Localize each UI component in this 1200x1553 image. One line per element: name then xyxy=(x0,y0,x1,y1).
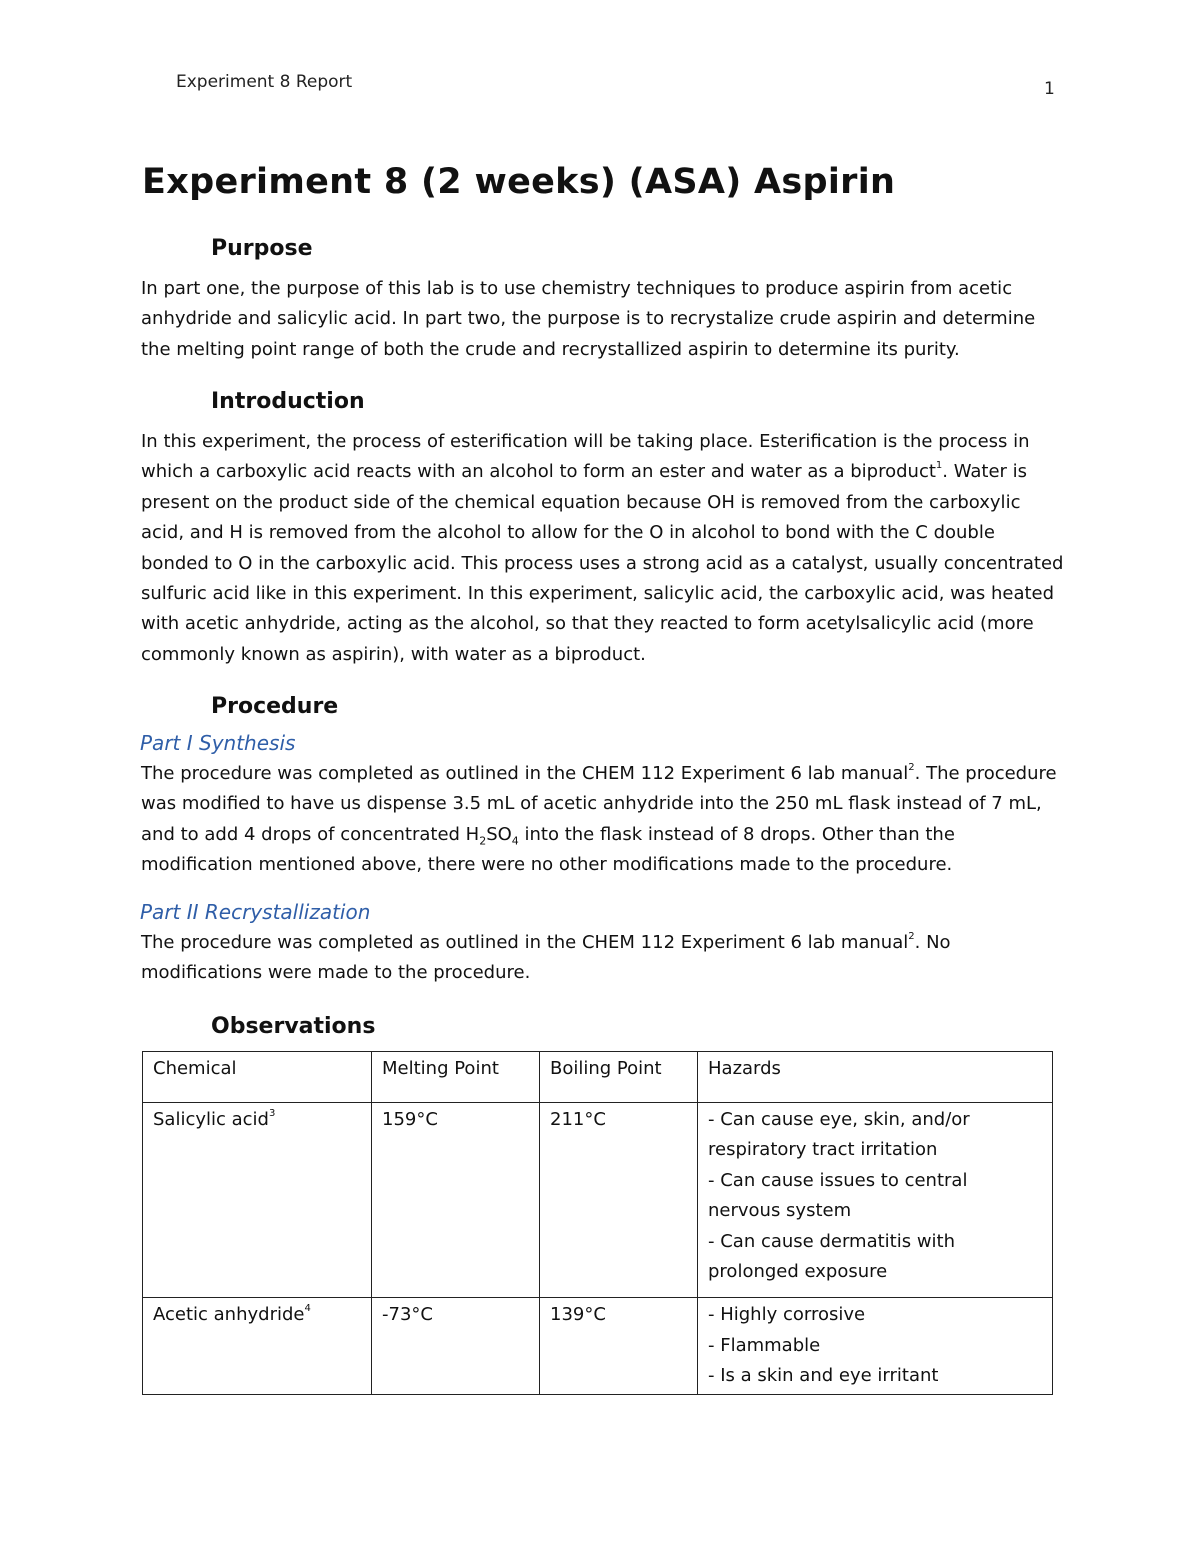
introduction-text-b: . Water is present on the product side of the chemical equation because OH is removed from the carboxylic acid, and H is removed from the alcohol to allow for the O in alcohol to bond with the C double bonded to O in the carboxylic acid. This process uses a strong acid as a catalyst, usually concentrated sulfuric acid like in this experiment. In this experiment, salicylic acid, the carboxylic acid, was heated with acetic anhydride, acting as the alcohol, so that they reacted to form acetylsalicylic acid (more commonly known as aspirin), with water as a biproduct. xyxy=(141,461,1064,665)
hazard-item: - Flammable xyxy=(708,1334,821,1356)
part1-text-c: SO xyxy=(486,823,512,845)
purpose-heading: Purpose xyxy=(211,236,313,261)
hazards-cell xyxy=(698,1298,1053,1394)
hazard-item: - Can cause dermatitis with prolonged exposure xyxy=(708,1230,956,1283)
part1-text xyxy=(141,759,1066,881)
part1-heading: Part I Synthesis xyxy=(140,731,296,755)
introduction-heading: Introduction xyxy=(211,389,365,414)
part2-text-b: . No modifications were made to the procedure. xyxy=(141,932,951,984)
reference-3: 3 xyxy=(268,1108,276,1119)
chemical-name: Acetic anhydride xyxy=(153,1304,305,1326)
part1-text-a: The procedure was completed as outlined in the CHEM 112 Experiment 6 lab manual xyxy=(141,763,909,784)
chemical-name: Salicylic acid xyxy=(153,1109,269,1130)
running-title: Experiment 8 Report xyxy=(176,72,353,92)
page-number: 1 xyxy=(1044,79,1055,99)
column-header-chemical: Chemical xyxy=(143,1052,372,1103)
introduction-text-a: In this experiment, the process of esterification will be taking place. Esterification is the process in which a carboxylic acid reacts with an alcohol to form an ester and water as a biproduct xyxy=(141,431,1030,483)
hazard-item: - Can cause eye, skin, and/or respiratory tract irritation xyxy=(708,1109,970,1161)
table-row xyxy=(143,1298,1053,1394)
chemical-cell xyxy=(143,1103,372,1298)
hazard-item: - Highly corrosive xyxy=(708,1304,866,1326)
column-header-hazards: Hazards xyxy=(698,1052,1053,1103)
hazard-item: - Is a skin and eye irritant xyxy=(708,1365,939,1387)
column-header-melting-point: Melting Point xyxy=(372,1052,540,1103)
hazard-item: - Can cause issues to central nervous system xyxy=(708,1169,968,1222)
subscript-2: 2 xyxy=(479,834,487,848)
procedure-heading: Procedure xyxy=(211,694,339,719)
boiling-point-cell: 139°C xyxy=(540,1298,698,1394)
part2-heading: Part II Recrystallization xyxy=(140,900,371,924)
reference-4: 4 xyxy=(304,1303,311,1315)
column-header-boiling-point: Boiling Point xyxy=(540,1052,698,1103)
table-row xyxy=(143,1103,1053,1298)
reference-2: 2 xyxy=(908,762,915,773)
part1-text-d: into the flask instead of 8 drops. Other than the modification mentioned above, there were no other modifications made to the procedure. xyxy=(141,823,955,876)
part1-text-b: . The procedure was modified to have us dispense 3.5 mL of acetic anhydride into the 250 mL flask instead of 7 mL, and to add 4 drops of concentrated H xyxy=(141,763,1057,845)
observations-heading: Observations xyxy=(211,1014,376,1039)
reference-1: 1 xyxy=(935,460,943,472)
observations-table xyxy=(142,1051,1053,1395)
chemical-cell xyxy=(143,1298,372,1394)
introduction-text xyxy=(141,427,1066,670)
purpose-text: In part one, the purpose of this lab is to use chemistry techniques to produce aspirin from acetic anhydride and salicylic acid. In part two, the purpose is to recrystalize crude aspirin and determine the melting point range of both the crude and recrystallized aspirin to determine its purity. xyxy=(141,278,1036,360)
part2-text xyxy=(141,928,1066,989)
document-title: Experiment 8 (2 weeks) (ASA) Aspirin xyxy=(142,162,896,202)
melting-point-cell: -73°C xyxy=(372,1298,540,1394)
reference-2: 2 xyxy=(908,931,915,942)
melting-point-cell: 159°C xyxy=(372,1103,540,1298)
hazards-cell xyxy=(698,1103,1053,1298)
boiling-point-cell: 211°C xyxy=(540,1103,698,1298)
part2-text-a: The procedure was completed as outlined in the CHEM 112 Experiment 6 lab manual xyxy=(141,932,909,953)
subscript-4: 4 xyxy=(511,834,519,848)
table-header-row xyxy=(143,1052,1053,1103)
